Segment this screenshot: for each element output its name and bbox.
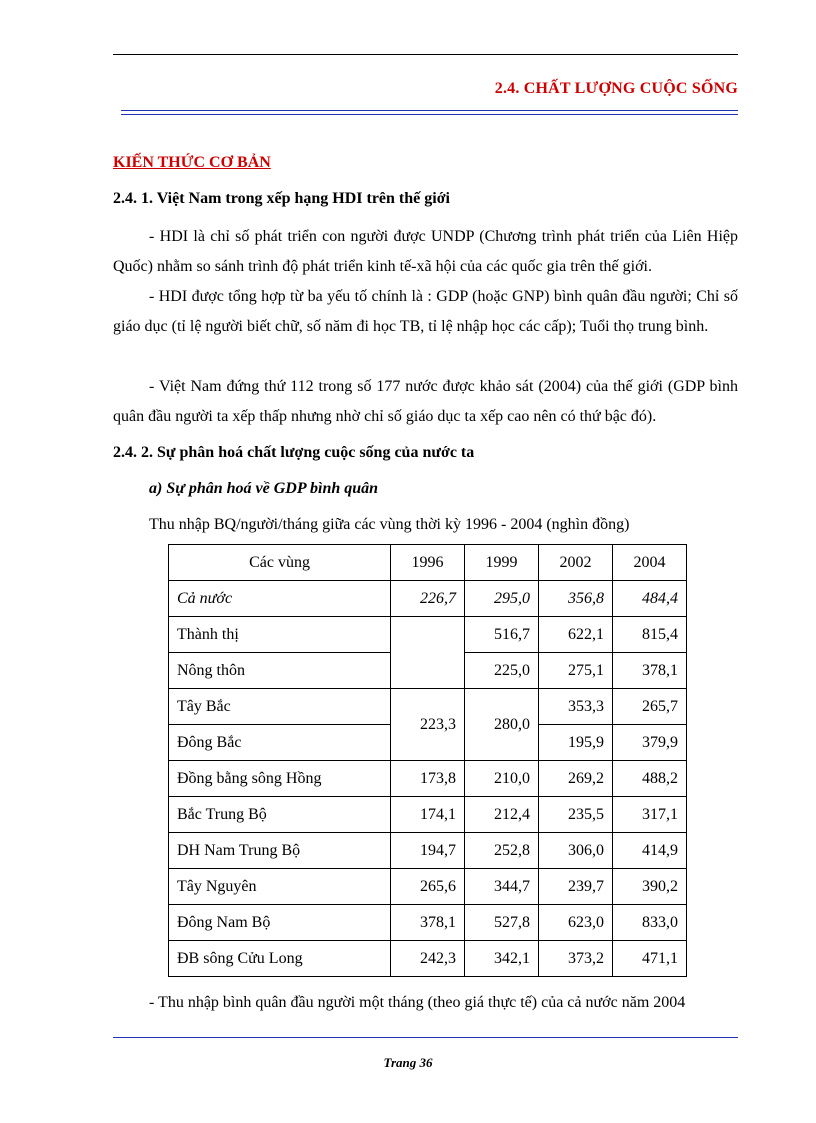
subsection-1-body-3 xyxy=(113,372,738,432)
value-cell: 242,3 xyxy=(391,941,465,977)
table-row xyxy=(169,869,687,905)
value-cell: 833,0 xyxy=(613,905,687,941)
paragraph-hdi-components: - HDI được tổng hợp từ ba yếu tố chính là : GDP (hoặc GNP) bình quân đầu người; Chỉ số giáo dục (tỉ lệ người biết chữ, số năm đi học TB, tỉ lệ nhập học các cấp); Tuổi thọ trung bình. xyxy=(113,288,738,335)
value-cell: 488,2 xyxy=(613,761,687,797)
region-cell: Bắc Trung Bộ xyxy=(169,797,391,833)
paragraph-hdi-definition: - HDI là chỉ số phát triển con người được UNDP (Chương trình phát triển của Liên Hiệp Quốc) nhằm so sánh trình độ phát triển kinh tế-xã hội của các quốc gia trên thế giới. xyxy=(113,228,738,275)
value-cell: 353,3 xyxy=(539,689,613,725)
table-row xyxy=(169,833,687,869)
region-cell: Đông Nam Bộ xyxy=(169,905,391,941)
section-heading: KIẾN THỨC CƠ BẢN xyxy=(113,154,271,171)
empty-merged-cell xyxy=(391,617,465,689)
value-cell: 210,0 xyxy=(465,761,539,797)
value-cell: 212,4 xyxy=(465,797,539,833)
value-cell: 195,9 xyxy=(539,725,613,761)
top-rule xyxy=(113,54,738,55)
value-cell: 342,1 xyxy=(465,941,539,977)
header-cell: Các vùng xyxy=(169,545,391,581)
subsection-1-body-2 xyxy=(113,282,738,342)
value-cell: 484,4 xyxy=(613,581,687,617)
value-cell: 516,7 xyxy=(465,617,539,653)
value-cell: 379,9 xyxy=(613,725,687,761)
continuation-line: - Thu nhập bình quân đầu người một tháng (theo giá thực tế) của cả nước năm 2004 xyxy=(149,994,686,1011)
value-cell: 235,5 xyxy=(539,797,613,833)
table-row xyxy=(169,797,687,833)
value-cell: 356,8 xyxy=(539,581,613,617)
value-cell: 527,8 xyxy=(465,905,539,941)
value-cell: 306,0 xyxy=(539,833,613,869)
value-cell: 269,2 xyxy=(539,761,613,797)
chapter-title: 2.4. CHẤT LƯỢNG CUỘC SỐNG xyxy=(494,80,738,97)
paragraph-vietnam-rank: - Việt Nam đứng thứ 112 trong số 177 nước được khảo sát (2004) của thế giới (GDP bình quân đầu người ta xếp thấp nhưng nhờ chỉ số giáo dục ta xếp cao nên có thứ bậc đó). xyxy=(113,378,738,425)
value-cell: 623,0 xyxy=(539,905,613,941)
value-cell: 378,1 xyxy=(613,653,687,689)
region-cell: Nông thôn xyxy=(169,653,391,689)
region-cell: Tây Nguyên xyxy=(169,869,391,905)
value-cell: 252,8 xyxy=(465,833,539,869)
merged-value-cell: 223,3 xyxy=(391,689,465,761)
table-row xyxy=(169,617,687,653)
value-cell: 239,7 xyxy=(539,869,613,905)
value-cell: 225,0 xyxy=(465,653,539,689)
merged-value-cell: 280,0 xyxy=(465,689,539,761)
region-cell: Đồng bằng sông Hồng xyxy=(169,761,391,797)
value-cell: 471,1 xyxy=(613,941,687,977)
table-row xyxy=(169,581,687,617)
region-cell: Đông Bắc xyxy=(169,725,391,761)
value-cell: 265,6 xyxy=(391,869,465,905)
page-number: Trang 36 xyxy=(383,1055,433,1070)
income-table xyxy=(168,544,687,977)
value-cell: 295,0 xyxy=(465,581,539,617)
table-row xyxy=(169,941,687,977)
header-cell: 2002 xyxy=(539,545,613,581)
value-cell: 378,1 xyxy=(391,905,465,941)
header-cell: 2004 xyxy=(613,545,687,581)
table-body-regions xyxy=(169,761,687,977)
region-cell: Thành thị xyxy=(169,617,391,653)
table-row xyxy=(169,689,687,725)
value-cell: 815,4 xyxy=(613,617,687,653)
subsection-title-2: 2.4. 2. Sự phân hoá chất lượng cuộc sống của nước ta xyxy=(113,444,475,461)
table-header-row xyxy=(169,545,687,581)
footer-rule xyxy=(113,1037,738,1038)
value-cell: 390,2 xyxy=(613,869,687,905)
value-cell: 194,7 xyxy=(391,833,465,869)
table-caption: Thu nhập BQ/người/tháng giữa các vùng thời kỳ 1996 - 2004 (nghìn đồng) xyxy=(149,516,630,533)
value-cell: 173,8 xyxy=(391,761,465,797)
region-cell: Tây Bắc xyxy=(169,689,391,725)
header-cell: 1996 xyxy=(391,545,465,581)
value-cell: 265,7 xyxy=(613,689,687,725)
value-cell: 226,7 xyxy=(391,581,465,617)
subsection-title-1: 2.4. 1. Việt Nam trong xếp hạng HDI trên thế giới xyxy=(113,190,450,207)
value-cell: 414,9 xyxy=(613,833,687,869)
header-double-rule xyxy=(121,110,738,115)
table-row xyxy=(169,905,687,941)
value-cell: 317,1 xyxy=(613,797,687,833)
region-cell: Cả nước xyxy=(169,581,391,617)
table-row xyxy=(169,761,687,797)
subsection-subtitle: a) Sự phân hoá về GDP bình quân xyxy=(149,480,379,497)
subsection-1-body xyxy=(113,222,738,282)
region-cell: ĐB sông Cửu Long xyxy=(169,941,391,977)
value-cell: 622,1 xyxy=(539,617,613,653)
region-cell: DH Nam Trung Bộ xyxy=(169,833,391,869)
value-cell: 174,1 xyxy=(391,797,465,833)
value-cell: 344,7 xyxy=(465,869,539,905)
header-cell: 1999 xyxy=(465,545,539,581)
value-cell: 373,2 xyxy=(539,941,613,977)
value-cell: 275,1 xyxy=(539,653,613,689)
